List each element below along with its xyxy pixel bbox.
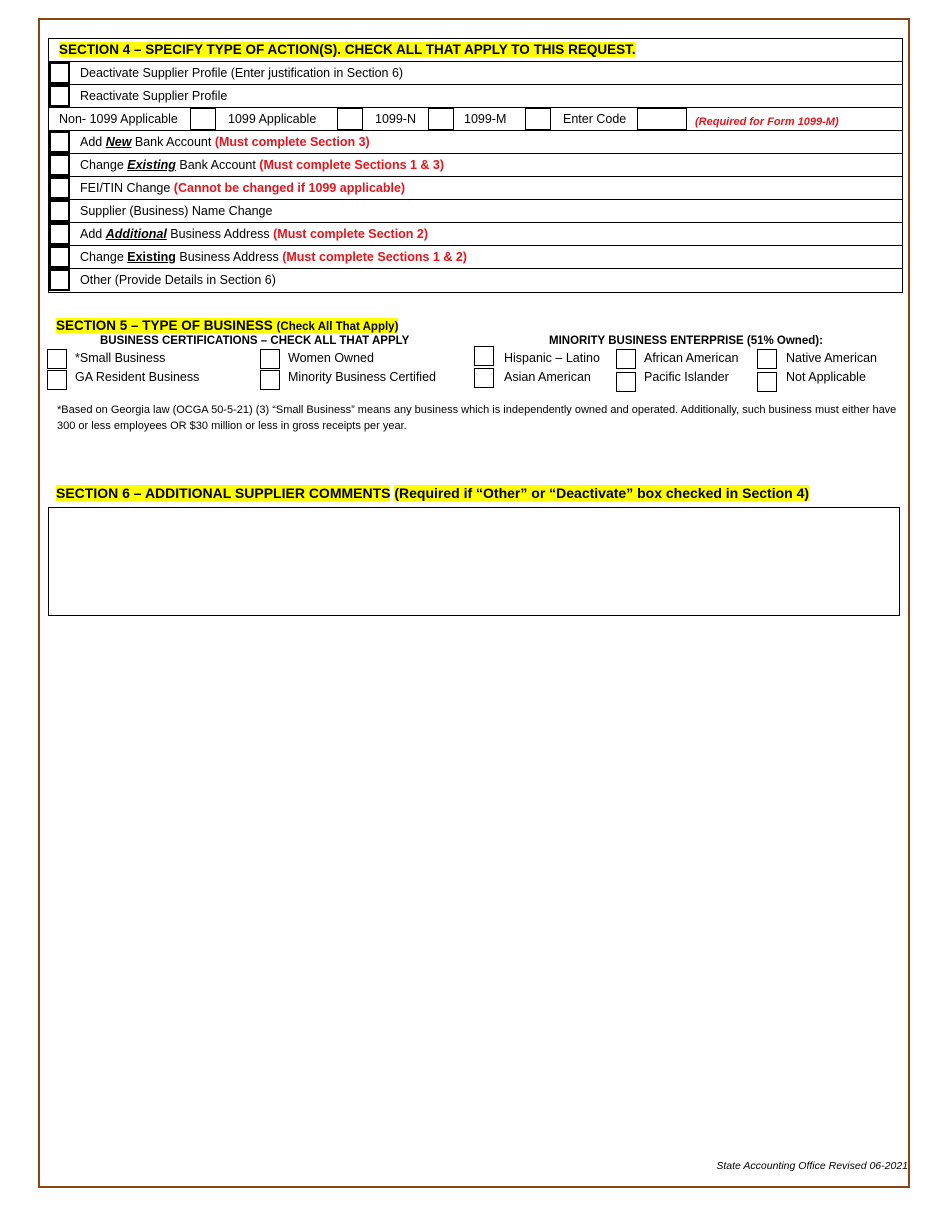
minority-header: MINORITY BUSINESS ENTERPRISE (51% Owned): bbox=[549, 335, 823, 347]
row-other bbox=[49, 269, 902, 292]
section6-title: SECTION 6 – ADDITIONAL SUPPLIER COMMENTS (Required if “Other” or “Deactivate” box checked in Section 4) bbox=[56, 485, 810, 501]
asian-label: Asian American bbox=[504, 370, 591, 384]
row-add-bank bbox=[49, 131, 902, 154]
native-label: Native American bbox=[786, 351, 878, 365]
non1099-checkbox[interactable] bbox=[190, 108, 216, 130]
enter-code-input[interactable] bbox=[637, 108, 687, 130]
change-address-label: Change Existing Business Address (Must complete Sections 1 & 2) bbox=[80, 250, 467, 264]
row-change-bank bbox=[49, 154, 902, 177]
enter-code-label: Enter Code bbox=[563, 112, 627, 126]
minority-certified-checkbox[interactable] bbox=[260, 370, 280, 390]
n1099-label: 1099-N bbox=[375, 112, 416, 126]
row-fein-change bbox=[49, 177, 902, 200]
change-bank-label: Change Existing Bank Account (Must complete Sections 1 & 3) bbox=[80, 158, 445, 172]
reactivate-checkbox[interactable] bbox=[49, 85, 70, 107]
footer-revision: State Accounting Office Revised 06-2021 bbox=[716, 1160, 908, 1172]
row-name-change bbox=[49, 200, 902, 223]
required-1099m-note: (Required for Form 1099-M) bbox=[695, 116, 839, 128]
pacific-checkbox[interactable] bbox=[616, 372, 636, 392]
small-business-note: *Based on Georgia law (OCGA 50-5-21) (3) “Small Business” means any business which is independently owned and operated. Additionally, such business must either have 300 or less employees OR $30 million or less in gross receipts per year. bbox=[57, 404, 897, 432]
african-checkbox[interactable] bbox=[616, 349, 636, 369]
hispanic-label: Hispanic – Latino bbox=[504, 351, 600, 365]
other-label: Other (Provide Details in Section 6) bbox=[80, 273, 276, 287]
name-change-label: Supplier (Business) Name Change bbox=[80, 204, 273, 218]
non1099-label: Non- 1099 Applicable bbox=[59, 112, 178, 126]
deactivate-checkbox[interactable] bbox=[49, 62, 70, 84]
small-business-label: *Small Business bbox=[75, 351, 166, 365]
row-reactivate bbox=[49, 85, 902, 108]
not-applicable-label: Not Applicable bbox=[786, 370, 866, 384]
change-bank-checkbox[interactable] bbox=[49, 154, 70, 176]
add-bank-label: Add New Bank Account (Must complete Section 3) bbox=[80, 135, 370, 149]
ga-resident-label: GA Resident Business bbox=[75, 370, 200, 384]
row-1099 bbox=[49, 108, 902, 131]
deactivate-label: Deactivate Supplier Profile (Enter justification in Section 6) bbox=[80, 66, 404, 80]
applicable1099-checkbox[interactable] bbox=[337, 108, 363, 130]
fein-change-label: FEI/TIN Change (Cannot be changed if 1099 applicable) bbox=[80, 181, 406, 195]
m1099-label: 1099-M bbox=[464, 112, 507, 126]
women-owned-checkbox[interactable] bbox=[260, 349, 280, 369]
comments-textarea[interactable] bbox=[48, 507, 900, 616]
ga-resident-checkbox[interactable] bbox=[47, 370, 67, 390]
asian-checkbox[interactable] bbox=[474, 368, 494, 388]
m1099-checkbox[interactable] bbox=[525, 108, 551, 130]
reactivate-label: Reactivate Supplier Profile bbox=[80, 89, 228, 103]
native-checkbox[interactable] bbox=[757, 349, 777, 369]
section4-title: SECTION 4 – SPECIFY TYPE OF ACTION(S). CHECK ALL THAT APPLY TO THIS REQUEST. bbox=[49, 39, 902, 62]
certifications-header: BUSINESS CERTIFICATIONS – CHECK ALL THAT APPLY bbox=[100, 335, 410, 347]
small-business-checkbox[interactable] bbox=[47, 349, 67, 369]
women-owned-label: Women Owned bbox=[288, 351, 374, 365]
minority-certified-label: Minority Business Certified bbox=[288, 370, 436, 384]
other-checkbox[interactable] bbox=[49, 269, 70, 291]
hispanic-checkbox[interactable] bbox=[474, 346, 494, 366]
section5-title: SECTION 5 – TYPE OF BUSINESS (Check All That Apply) bbox=[56, 318, 399, 333]
pacific-label: Pacific Islander bbox=[644, 370, 729, 384]
add-address-label: Add Additional Business Address (Must complete Section 2) bbox=[80, 227, 429, 241]
add-bank-checkbox[interactable] bbox=[49, 131, 70, 153]
add-address-checkbox[interactable] bbox=[49, 223, 70, 245]
row-change-address bbox=[49, 246, 902, 269]
change-address-checkbox[interactable] bbox=[49, 246, 70, 268]
row-deactivate bbox=[49, 62, 902, 85]
african-label: African American bbox=[644, 351, 739, 365]
name-change-checkbox[interactable] bbox=[49, 200, 70, 222]
not-applicable-checkbox[interactable] bbox=[757, 372, 777, 392]
fein-change-checkbox[interactable] bbox=[49, 177, 70, 199]
applicable1099-label: 1099 Applicable bbox=[228, 112, 317, 126]
section4-table bbox=[48, 38, 903, 293]
row-add-address bbox=[49, 223, 902, 246]
n1099-checkbox[interactable] bbox=[428, 108, 454, 130]
